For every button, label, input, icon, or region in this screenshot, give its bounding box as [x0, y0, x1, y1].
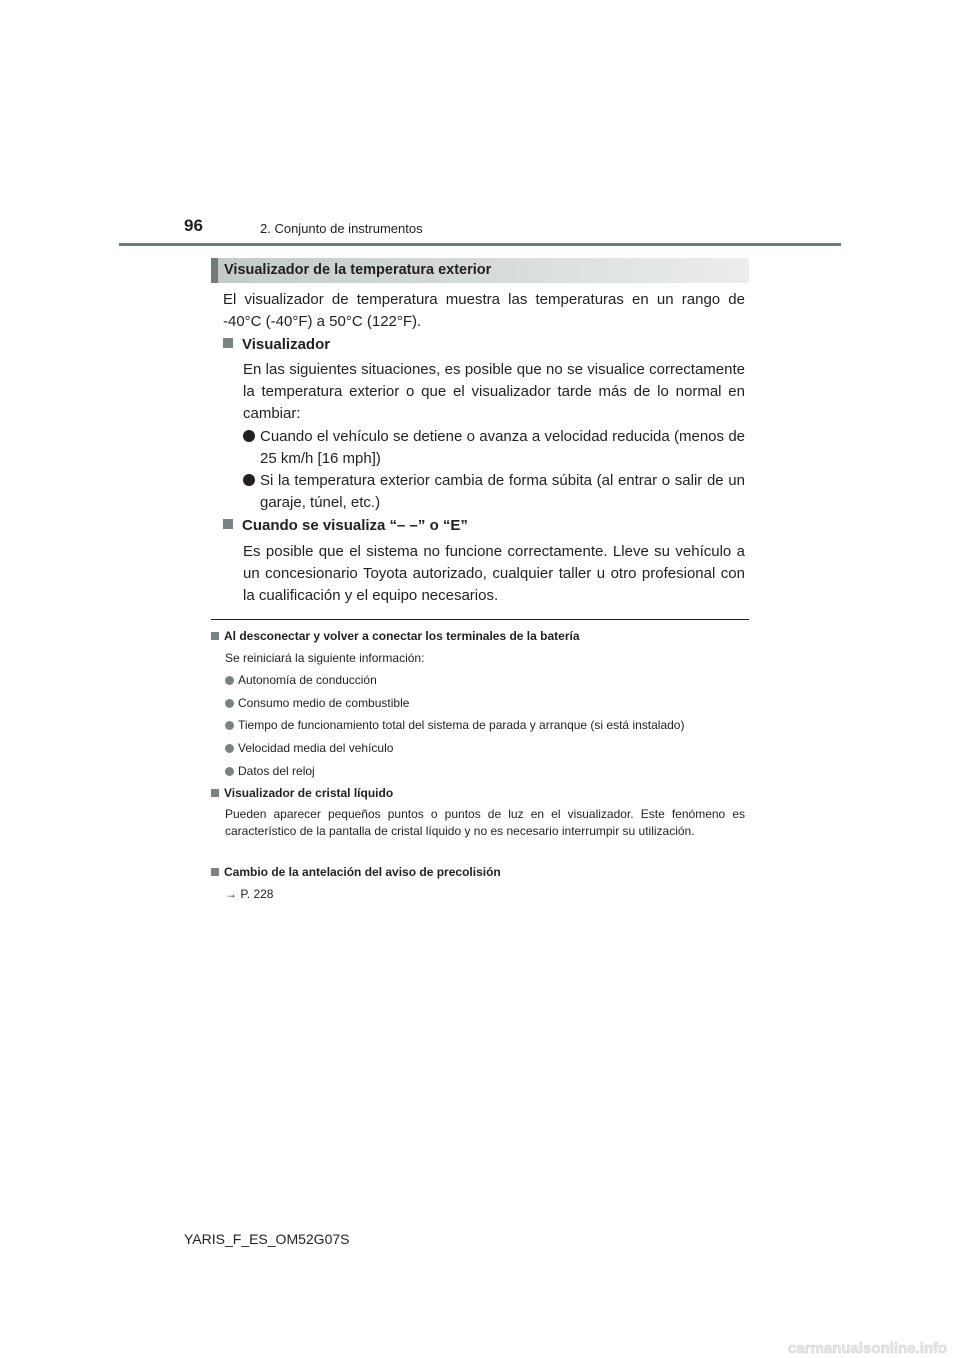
page-number: 96 [184, 216, 203, 235]
square-bullet-icon [211, 632, 219, 640]
chapter-title: 2. Conjunto de instrumentos [260, 221, 423, 236]
subsection-paragraph: En las siguientes situaciones, es posible que no se visualice correctamente la temperatura exterior o que el visualizador tarde más de lo normal en cambiar: [243, 361, 745, 422]
round-bullet-icon [225, 744, 234, 753]
note-heading-label: Visualizador de cristal líquido [224, 786, 394, 800]
note-list-item [225, 696, 409, 710]
round-bullet-icon [243, 430, 255, 442]
square-bullet-icon [223, 338, 233, 348]
subsection-paragraph: Es posible que el sistema no funcione correctamente. Lleve su vehículo a un concesionario Toyota autorizado, cualquier taller u otro profesional con la cualificación y el equipo necesarios. [243, 543, 745, 604]
watermark-text: carmanualsonline.info [788, 1340, 948, 1357]
round-bullet-icon [225, 767, 234, 776]
note-list-item-text: Tiempo de funcionamiento total del sistema de parada y arranque (si está instalado) [238, 718, 685, 732]
subsection-heading-visualizador [223, 336, 330, 353]
note-list-item [225, 718, 684, 732]
note-heading-label: Al desconectar y volver a conectar los terminales de la batería [224, 629, 580, 643]
page-reference-link[interactable]: → P. 228 [225, 887, 274, 901]
round-bullet-icon [243, 474, 255, 486]
section-title: Visualizador de la temperatura exterior [224, 262, 492, 278]
list-item [243, 426, 745, 470]
list-item-text: Si la temperatura exterior cambia de forma súbita (al entrar o salir de un garaje, túnel, etc.) [260, 472, 745, 511]
list-item-text: Cuando el vehículo se detiene o avanza a velocidad reducida (menos de 25 km/h [16 mph]) [260, 428, 745, 467]
note-list-item-text: Autonomía de conducción [238, 673, 377, 687]
note-heading-label: Cambio de la antelación del aviso de precolisión [224, 865, 501, 879]
list-item [243, 470, 745, 514]
subsection-heading-error-display [223, 517, 468, 534]
square-bullet-icon [211, 868, 219, 876]
round-bullet-icon [225, 721, 234, 730]
subsection-heading-label: Cuando se visualiza “– –” o “E” [242, 517, 468, 534]
note-list-item [225, 764, 315, 778]
note-heading [211, 629, 580, 643]
notes-divider [211, 619, 749, 620]
note-paragraph: Pueden aparecer pequeños puntos o puntos de luz en el visualizador. Este fenómeno es característico de la pantalla de cristal líquido y no es necesario interrumpir su utilización. [225, 807, 745, 838]
note-list-item-text: Datos del reloj [238, 764, 315, 778]
note-heading [211, 865, 501, 879]
section-header [211, 258, 749, 283]
watermark-logo [786, 1338, 960, 1358]
section-header-bar [211, 258, 218, 283]
note-list-item [225, 741, 393, 755]
round-bullet-icon [225, 699, 234, 708]
subsection-heading-label: Visualizador [242, 336, 331, 353]
intro-paragraph: El visualizador de temperatura muestra las temperaturas en un rango de -40°C (-40°F) a 50°C (122°F). [223, 291, 745, 330]
note-list-item [225, 673, 377, 687]
document-code: YARIS_F_ES_OM52G07S [184, 1231, 350, 1247]
note-list-item-text: Velocidad media del vehículo [238, 741, 394, 755]
note-text: Se reiniciará la siguiente información: [225, 651, 425, 665]
round-bullet-icon [225, 676, 234, 685]
note-list-item-text: Consumo medio de combustible [238, 696, 410, 710]
square-bullet-icon [223, 519, 233, 529]
square-bullet-icon [211, 789, 219, 797]
note-heading [211, 786, 393, 800]
header-divider [119, 243, 841, 246]
